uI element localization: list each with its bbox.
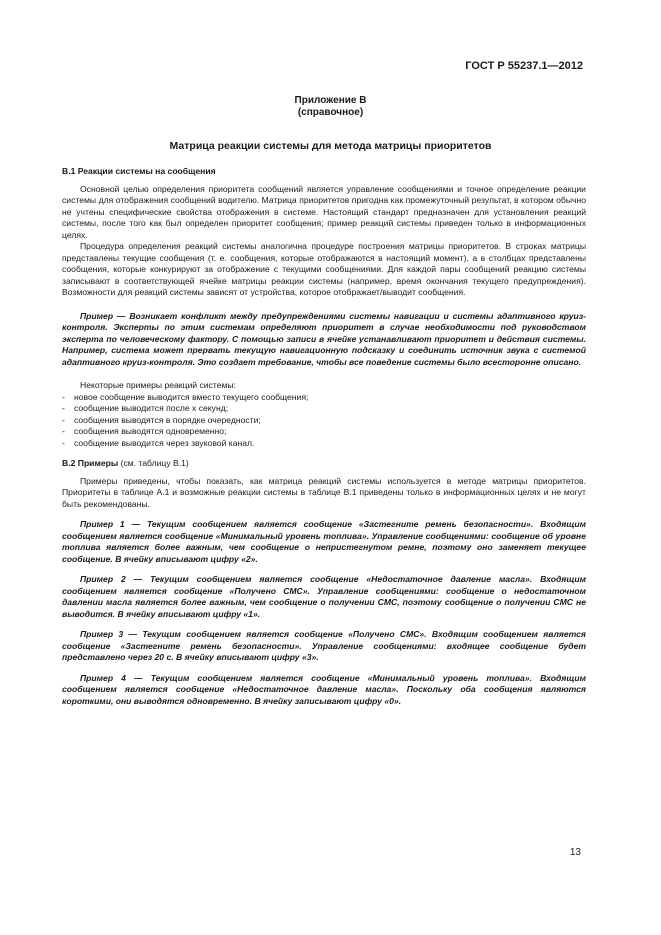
example-2: Пример 2 — Текущим сообщением является сообщение «Недостаточное давление масла». Входящим сообщением является сообщение «Получено СМС». Управление сообщениями: сообщение о недостаточном давлении масла является более важным, чем сообщение о получении СМС, поэтому сообщение о получении СМС не выводится. В ячейку вписывают цифру «1». xyxy=(62,574,586,619)
reactions-list xyxy=(62,392,586,450)
section-1-paragraph-1: Основной целью определения приоритета сообщений является управление сообщениями и точное определение реакции системы для отображения сообщений водителю. Матрица приоритетов пригодна как промежуточный результат, в котором обычно не учтены специфические свойства отображения в системе. Настоящий стандарт предназначен для установления реакций системы, после того как был определен приоритет сообщения; пример реакций системы приведен только в информационных целях. xyxy=(62,183,586,240)
document-header: ГОСТ Р 55237.1—2012 xyxy=(465,60,583,72)
section-2-heading-note: (см. таблицу В.1) xyxy=(120,458,189,468)
list-item: - сообщения выводятся одновременно; xyxy=(62,426,586,438)
section-1-example: Пример — Возникает конфликт между предупреждениями системы навигации и системы адаптивного круиз-контроля. Эксперты по этим системам определяют приоритет в случае необходимости под руководством эксперта по человеческому фактору. С помощью записи в ячейке устанавливают приоритет и действия системы. Например, система может прервать текущую навигационную подсказку и соединить источник звука с системой адаптивного круиз-контроля. Это создает требование, чтобы все поведение системы было всесторонне описано. xyxy=(62,310,586,367)
example-1: Пример 1 — Текущим сообщением является сообщение «Застегните ремень безопасности». Входящим сообщением является сообщение «Минимальный уровень топлива». Управление сообщениями: сообщение об уровне топлива является более важным, чем сообщение о непристегнутом ремне, поэтому оно заменяет текущее сообщение. В ячейку вписывают цифру «2». xyxy=(62,519,586,564)
annex-title-block xyxy=(0,95,661,119)
annex-title: Приложение В xyxy=(294,95,367,106)
example-3: Пример 3 — Текущим сообщением является сообщение «Получено СМС». Входящим сообщением является сообщение «Застегните ремень безопасности». Управление сообщениями: входящее сообщение будет представлено через 20 с. В ячейку вписывают цифру «3». xyxy=(62,629,586,662)
list-item: - сообщение выводится после x секунд; xyxy=(62,403,586,415)
list-item: - новое сообщение выводится вместо текущего сообщения; xyxy=(62,392,586,404)
section-2-heading-text: В.2 Примеры xyxy=(62,458,119,468)
document-body xyxy=(62,166,586,707)
section-2-heading xyxy=(62,458,586,470)
reactions-list-intro: Некоторые примеры реакций системы: xyxy=(80,380,236,390)
example-4: Пример 4 — Текущим сообщением является сообщение «Минимальный уровень топлива». Входящим сообщением является сообщение «Недостаточное давление масла». Поскольку оба сообщения являются короткими, они выводятся одновременно. В ячейку записывают цифру «0». xyxy=(62,672,586,706)
annex-subtitle: (справочное) xyxy=(297,107,364,118)
section-2-paragraph: Примеры приведены, чтобы показать, как матрица реакций системы используется в методе матрицы приоритетов. Приоритеты в таблице А.1 и возможные реакции системы в таблице В.1 приведены только в информационных целях и не могут быть рекомендованы. xyxy=(62,475,586,509)
section-1-heading: В.1 Реакции системы на сообщения xyxy=(62,166,216,176)
list-item: - сообщения выводятся в порядке очередности; xyxy=(62,415,586,427)
section-1-paragraph-2: Процедура определения реакций системы аналогична процедуре построения матрицы приоритетов. В строках матрицы представлены текущие сообщения (т. е. сообщения, которые отображаются в настоящий момент), а в столбцах представлены сообщения, которые конкурируют за отображение с текущими сообщениями. Для каждой пары сообщений реакцию системы записывают в соответствующей ячейке матрицы реакции системы (например, время окончания текущего предупреждения). Возможности для реакций системы зависят от устройства, которое отображает/выводит сообщения. xyxy=(62,241,586,297)
page-title: Матрица реакции системы для метода матрицы приоритетов xyxy=(169,140,492,152)
page-number: 13 xyxy=(569,847,581,858)
list-item: - сообщение выводится через звуковой канал. xyxy=(62,438,586,450)
